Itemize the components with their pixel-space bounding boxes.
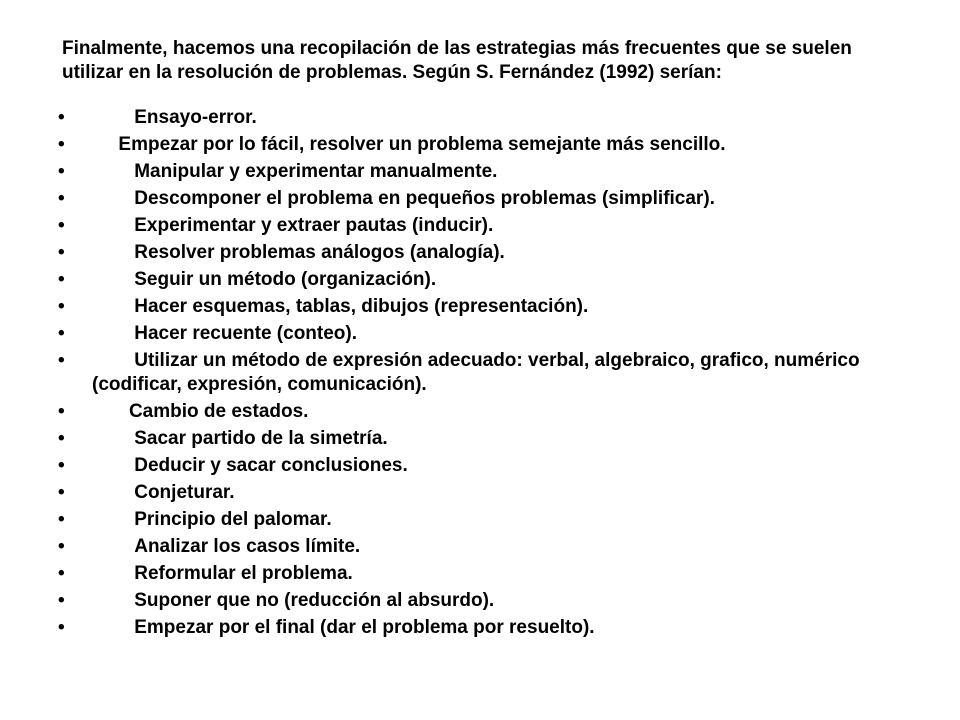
list-item-text: Reformular el problema. xyxy=(92,563,353,584)
list-item xyxy=(58,106,918,130)
list-item-text: Suponer que no (reducción al absurdo). xyxy=(92,590,495,611)
bullet-icon: • xyxy=(58,428,65,449)
list-item-text: Experimentar y extraer pautas (inducir). xyxy=(92,215,494,236)
list-item xyxy=(58,214,918,238)
list-item-text: Analizar los casos límite. xyxy=(92,536,361,557)
list-item-text: Principio del palomar. xyxy=(92,509,332,530)
bullet-icon: • xyxy=(58,215,65,236)
bullet-icon: • xyxy=(58,482,65,503)
list-item-text: Empezar por el final (dar el problema por resuelto). xyxy=(92,617,595,638)
list-item xyxy=(58,481,918,505)
bullet-icon: • xyxy=(58,323,65,344)
list-item xyxy=(58,241,918,265)
bullet-icon: • xyxy=(58,455,65,476)
list-item xyxy=(58,400,918,424)
list-item xyxy=(58,268,918,292)
bullet-icon: • xyxy=(58,134,65,155)
bullet-icon: • xyxy=(58,161,65,182)
list-item xyxy=(58,508,918,532)
bullet-icon: • xyxy=(58,350,65,371)
list-item xyxy=(58,349,918,397)
bullet-icon: • xyxy=(58,269,65,290)
list-item-text: Seguir un método (organización). xyxy=(92,269,437,290)
bullet-icon: • xyxy=(58,563,65,584)
bullet-icon: • xyxy=(58,401,65,422)
strategy-list xyxy=(58,106,918,643)
list-item-text: Hacer esquemas, tablas, dibujos (representación). xyxy=(92,296,589,317)
bullet-icon: • xyxy=(58,590,65,611)
list-item-text: Cambio de estados. xyxy=(92,401,309,422)
list-item-text: Sacar partido de la simetría. xyxy=(92,428,388,449)
list-item-text: Conjeturar. xyxy=(92,482,235,503)
list-item xyxy=(58,454,918,478)
list-item xyxy=(58,133,918,157)
list-item xyxy=(58,160,918,184)
bullet-icon: • xyxy=(58,296,65,317)
list-item-text: Hacer recuente (conteo). xyxy=(92,323,358,344)
list-item xyxy=(58,295,918,319)
list-item-text: Ensayo-error. xyxy=(92,107,257,128)
list-item-text: Manipular y experimentar manualmente. xyxy=(92,161,498,182)
bullet-icon: • xyxy=(58,107,65,128)
list-item xyxy=(58,322,918,346)
list-item-text: Descomponer el problema en pequeños problemas (simplificar). xyxy=(92,188,715,209)
intro-paragraph: Finalmente, hacemos una recopilación de las estrategias más frecuentes que se suelen utilizar en la resolución de problemas. Según S. Fernández (1992) serían: xyxy=(62,38,858,83)
bullet-icon: • xyxy=(58,617,65,638)
list-item xyxy=(58,589,918,613)
list-item xyxy=(58,187,918,211)
list-item-text: Resolver problemas análogos (analogía). xyxy=(92,242,505,263)
list-item xyxy=(58,562,918,586)
bullet-icon: • xyxy=(58,242,65,263)
bullet-icon: • xyxy=(58,509,65,530)
bullet-icon: • xyxy=(58,536,65,557)
list-item xyxy=(58,535,918,559)
list-item-text: Deducir y sacar conclusiones. xyxy=(92,455,408,476)
list-item-text: Empezar por lo fácil, resolver un problema semejante más sencillo. xyxy=(92,134,726,155)
bullet-icon: • xyxy=(58,188,65,209)
list-item xyxy=(58,616,918,640)
list-item xyxy=(58,427,918,451)
list-item-text: Utilizar un método de expresión adecuado: verbal, algebraico, grafico, numérico (codificar, expresión, comunicación). xyxy=(92,350,865,395)
